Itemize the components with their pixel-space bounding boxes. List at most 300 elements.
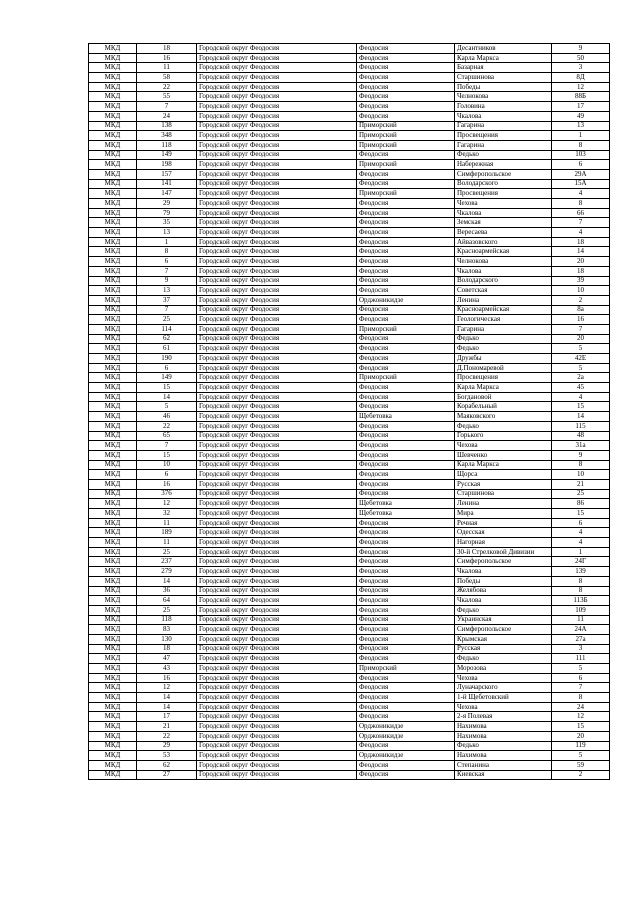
- locality-cell: Феодосия: [357, 644, 455, 654]
- number-cell: 15: [137, 450, 197, 460]
- house-cell: 6: [552, 160, 610, 170]
- house-cell: 18: [552, 237, 610, 247]
- type-cell: МКД: [89, 760, 137, 770]
- type-cell: МКД: [89, 441, 137, 451]
- district-cell: Городской округ Феодосия: [197, 208, 357, 218]
- house-cell: 15: [552, 402, 610, 412]
- type-cell: МКД: [89, 266, 137, 276]
- district-cell: Городской округ Феодосия: [197, 82, 357, 92]
- district-cell: Городской округ Феодосия: [197, 450, 357, 460]
- number-cell: 157: [137, 169, 197, 179]
- house-cell: 9: [552, 450, 610, 460]
- locality-cell: Феодосия: [357, 489, 455, 499]
- table-row: [89, 295, 610, 305]
- locality-cell: Феодосия: [357, 431, 455, 441]
- table-row: [89, 189, 610, 199]
- number-cell: 237: [137, 557, 197, 567]
- district-cell: Городской округ Феодосия: [197, 199, 357, 209]
- type-cell: МКД: [89, 92, 137, 102]
- house-cell: 113Б: [552, 596, 610, 606]
- number-cell: 279: [137, 567, 197, 577]
- house-cell: 15: [552, 509, 610, 519]
- table-row: [89, 266, 610, 276]
- district-cell: Городской округ Феодосия: [197, 460, 357, 470]
- district-cell: Городской округ Феодосия: [197, 760, 357, 770]
- table-row: [89, 741, 610, 751]
- house-cell: 15А: [552, 179, 610, 189]
- number-cell: 1: [137, 237, 197, 247]
- locality-cell: Феодосия: [357, 63, 455, 73]
- table-row: [89, 354, 610, 364]
- district-cell: Городской округ Феодосия: [197, 383, 357, 393]
- table-row: [89, 276, 610, 286]
- street-cell: Гагарина: [455, 140, 552, 150]
- type-cell: МКД: [89, 421, 137, 431]
- house-cell: 20: [552, 257, 610, 267]
- house-cell: 5: [552, 664, 610, 674]
- street-cell: Федько: [455, 741, 552, 751]
- type-cell: МКД: [89, 228, 137, 238]
- house-cell: 10: [552, 470, 610, 480]
- table-row: [89, 596, 610, 606]
- house-cell: 14: [552, 412, 610, 422]
- type-cell: МКД: [89, 557, 137, 567]
- number-cell: 58: [137, 73, 197, 83]
- number-cell: 65: [137, 431, 197, 441]
- table-row: [89, 615, 610, 625]
- number-cell: 15: [137, 383, 197, 393]
- housing-registry-table: [88, 43, 610, 780]
- house-cell: 18: [552, 266, 610, 276]
- table-row: [89, 644, 610, 654]
- street-cell: Желябова: [455, 586, 552, 596]
- street-cell: Чкалова: [455, 111, 552, 121]
- district-cell: Городской округ Феодосия: [197, 615, 357, 625]
- locality-cell: Феодосия: [357, 363, 455, 373]
- type-cell: МКД: [89, 702, 137, 712]
- type-cell: МКД: [89, 383, 137, 393]
- table-row: [89, 751, 610, 761]
- number-cell: 149: [137, 150, 197, 160]
- locality-cell: Феодосия: [357, 634, 455, 644]
- street-cell: Чехова: [455, 673, 552, 683]
- street-cell: Речная: [455, 518, 552, 528]
- house-cell: 10: [552, 286, 610, 296]
- table-row: [89, 654, 610, 664]
- street-cell: Богдановой: [455, 392, 552, 402]
- house-cell: 1: [552, 131, 610, 141]
- type-cell: МКД: [89, 751, 137, 761]
- locality-cell: Феодосия: [357, 470, 455, 480]
- district-cell: Городской округ Феодосия: [197, 518, 357, 528]
- house-cell: 109: [552, 605, 610, 615]
- district-cell: Городской округ Феодосия: [197, 664, 357, 674]
- house-cell: 45: [552, 383, 610, 393]
- locality-cell: Феодосия: [357, 770, 455, 780]
- locality-cell: Феодосия: [357, 605, 455, 615]
- type-cell: МКД: [89, 470, 137, 480]
- type-cell: МКД: [89, 673, 137, 683]
- district-cell: Городской округ Феодосия: [197, 470, 357, 480]
- table-row: [89, 479, 610, 489]
- table-row: [89, 712, 610, 722]
- table-row: [89, 460, 610, 470]
- locality-cell: Феодосия: [357, 334, 455, 344]
- locality-cell: Феодосия: [357, 354, 455, 364]
- type-cell: МКД: [89, 160, 137, 170]
- number-cell: 46: [137, 412, 197, 422]
- house-cell: 16: [552, 315, 610, 325]
- district-cell: Городской округ Феодосия: [197, 150, 357, 160]
- number-cell: 18: [137, 644, 197, 654]
- street-cell: Красноармейская: [455, 305, 552, 315]
- type-cell: МКД: [89, 547, 137, 557]
- table-row: [89, 770, 610, 780]
- street-cell: Геологическая: [455, 315, 552, 325]
- street-cell: Корабельный: [455, 402, 552, 412]
- locality-cell: Феодосия: [357, 702, 455, 712]
- locality-cell: Феодосия: [357, 383, 455, 393]
- house-cell: 4: [552, 528, 610, 538]
- district-cell: Городской округ Феодосия: [197, 73, 357, 83]
- table-row: [89, 441, 610, 451]
- number-cell: 7: [137, 266, 197, 276]
- table-row: [89, 470, 610, 480]
- type-cell: МКД: [89, 450, 137, 460]
- type-cell: МКД: [89, 44, 137, 54]
- street-cell: Русская: [455, 479, 552, 489]
- district-cell: Городской округ Феодосия: [197, 363, 357, 373]
- district-cell: Городской округ Феодосия: [197, 702, 357, 712]
- locality-cell: Феодосия: [357, 518, 455, 528]
- number-cell: 6: [137, 257, 197, 267]
- type-cell: МКД: [89, 479, 137, 489]
- house-cell: 5: [552, 344, 610, 354]
- table-row: [89, 121, 610, 131]
- table-row: [89, 412, 610, 422]
- locality-cell: Феодосия: [357, 402, 455, 412]
- locality-cell: Феодосия: [357, 286, 455, 296]
- district-cell: Городской округ Феодосия: [197, 131, 357, 141]
- street-cell: Карла Маркса: [455, 383, 552, 393]
- table-row: [89, 111, 610, 121]
- street-cell: Федько: [455, 605, 552, 615]
- house-cell: 31а: [552, 441, 610, 451]
- locality-cell: Феодосия: [357, 276, 455, 286]
- house-cell: 3: [552, 63, 610, 73]
- district-cell: Городской округ Феодосия: [197, 169, 357, 179]
- district-cell: Городской округ Феодосия: [197, 693, 357, 703]
- house-cell: 21: [552, 479, 610, 489]
- number-cell: 9: [137, 276, 197, 286]
- locality-cell: Орджоникидзе: [357, 731, 455, 741]
- type-cell: МКД: [89, 693, 137, 703]
- table-row: [89, 760, 610, 770]
- district-cell: Городской округ Феодосия: [197, 121, 357, 131]
- type-cell: МКД: [89, 140, 137, 150]
- number-cell: 27: [137, 770, 197, 780]
- table-row: [89, 315, 610, 325]
- type-cell: МКД: [89, 586, 137, 596]
- district-cell: Городской округ Феодосия: [197, 286, 357, 296]
- house-cell: 24Г: [552, 557, 610, 567]
- district-cell: Городской округ Феодосия: [197, 576, 357, 586]
- locality-cell: Приморский: [357, 121, 455, 131]
- locality-cell: Феодосия: [357, 305, 455, 315]
- type-cell: МКД: [89, 102, 137, 112]
- street-cell: Горького: [455, 431, 552, 441]
- house-cell: 59: [552, 760, 610, 770]
- number-cell: 114: [137, 324, 197, 334]
- table-row: [89, 528, 610, 538]
- table-row: [89, 324, 610, 334]
- table-row: [89, 44, 610, 54]
- number-cell: 14: [137, 392, 197, 402]
- locality-cell: Феодосия: [357, 92, 455, 102]
- street-cell: 1-й Щебетовский: [455, 693, 552, 703]
- district-cell: Городской округ Феодосия: [197, 160, 357, 170]
- locality-cell: Феодосия: [357, 760, 455, 770]
- house-cell: 4: [552, 189, 610, 199]
- district-cell: Городской округ Феодосия: [197, 421, 357, 431]
- locality-cell: Феодосия: [357, 266, 455, 276]
- table-row: [89, 538, 610, 548]
- number-cell: 64: [137, 596, 197, 606]
- table-row: [89, 305, 610, 315]
- type-cell: МКД: [89, 392, 137, 402]
- table-row: [89, 199, 610, 209]
- district-cell: Городской округ Феодосия: [197, 683, 357, 693]
- district-cell: Городской округ Феодосия: [197, 654, 357, 664]
- table-row: [89, 102, 610, 112]
- type-cell: МКД: [89, 73, 137, 83]
- district-cell: Городской округ Феодосия: [197, 547, 357, 557]
- number-cell: 138: [137, 121, 197, 131]
- locality-cell: Феодосия: [357, 421, 455, 431]
- number-cell: 376: [137, 489, 197, 499]
- number-cell: 141: [137, 179, 197, 189]
- street-cell: Гагарина: [455, 121, 552, 131]
- locality-cell: Феодосия: [357, 44, 455, 54]
- street-cell: Чкалова: [455, 266, 552, 276]
- house-cell: 12: [552, 712, 610, 722]
- district-cell: Городской округ Феодосия: [197, 218, 357, 228]
- type-cell: МКД: [89, 199, 137, 209]
- locality-cell: Феодосия: [357, 615, 455, 625]
- district-cell: Городской округ Феодосия: [197, 567, 357, 577]
- number-cell: 22: [137, 731, 197, 741]
- type-cell: МКД: [89, 218, 137, 228]
- house-cell: 2а: [552, 373, 610, 383]
- type-cell: МКД: [89, 111, 137, 121]
- house-cell: 29А: [552, 169, 610, 179]
- table-row: [89, 450, 610, 460]
- street-cell: Федько: [455, 654, 552, 664]
- street-cell: Симферопольское: [455, 169, 552, 179]
- house-cell: 5: [552, 751, 610, 761]
- street-cell: Киевская: [455, 770, 552, 780]
- house-cell: 2: [552, 295, 610, 305]
- number-cell: 24: [137, 111, 197, 121]
- house-cell: 8: [552, 140, 610, 150]
- house-cell: 103: [552, 150, 610, 160]
- district-cell: Городской округ Феодосия: [197, 179, 357, 189]
- type-cell: МКД: [89, 644, 137, 654]
- table-row: [89, 518, 610, 528]
- locality-cell: Щебетовка: [357, 412, 455, 422]
- house-cell: 13: [552, 121, 610, 131]
- street-cell: Десантников: [455, 44, 552, 54]
- street-cell: Луначарского: [455, 683, 552, 693]
- district-cell: Городской округ Феодосия: [197, 305, 357, 315]
- street-cell: Федько: [455, 344, 552, 354]
- table-row: [89, 334, 610, 344]
- number-cell: 198: [137, 160, 197, 170]
- number-cell: 5: [137, 402, 197, 412]
- district-cell: Городской округ Феодосия: [197, 605, 357, 615]
- street-cell: Мира: [455, 509, 552, 519]
- table-row: [89, 557, 610, 567]
- table-row: [89, 702, 610, 712]
- table-row: [89, 499, 610, 509]
- table-row: [89, 169, 610, 179]
- number-cell: 7: [137, 102, 197, 112]
- locality-cell: Орджоникидзе: [357, 295, 455, 305]
- number-cell: 35: [137, 218, 197, 228]
- house-cell: 88Б: [552, 92, 610, 102]
- type-cell: МКД: [89, 664, 137, 674]
- district-cell: Городской округ Феодосия: [197, 189, 357, 199]
- number-cell: 16: [137, 673, 197, 683]
- locality-cell: Феодосия: [357, 179, 455, 189]
- street-cell: Земская: [455, 218, 552, 228]
- table-row: [89, 683, 610, 693]
- district-cell: Городской округ Феодосия: [197, 344, 357, 354]
- district-cell: Городской округ Феодосия: [197, 92, 357, 102]
- number-cell: 62: [137, 760, 197, 770]
- street-cell: Советская: [455, 286, 552, 296]
- street-cell: 2-я Полевая: [455, 712, 552, 722]
- table-row: [89, 160, 610, 170]
- type-cell: МКД: [89, 625, 137, 635]
- locality-cell: Феодосия: [357, 741, 455, 751]
- house-cell: 86: [552, 499, 610, 509]
- locality-cell: Приморский: [357, 140, 455, 150]
- street-cell: Нахимова: [455, 731, 552, 741]
- table-row: [89, 392, 610, 402]
- number-cell: 190: [137, 354, 197, 364]
- table-row: [89, 228, 610, 238]
- number-cell: 16: [137, 53, 197, 63]
- type-cell: МКД: [89, 150, 137, 160]
- locality-cell: Феодосия: [357, 53, 455, 63]
- type-cell: МКД: [89, 489, 137, 499]
- house-cell: 1: [552, 547, 610, 557]
- district-cell: Городской округ Феодосия: [197, 509, 357, 519]
- house-cell: 8: [552, 693, 610, 703]
- district-cell: Городской округ Феодосия: [197, 644, 357, 654]
- table-row: [89, 576, 610, 586]
- table-row: [89, 509, 610, 519]
- district-cell: Городской округ Феодосия: [197, 731, 357, 741]
- district-cell: Городской округ Феодосия: [197, 412, 357, 422]
- table-row: [89, 421, 610, 431]
- house-cell: 139: [552, 567, 610, 577]
- type-cell: МКД: [89, 654, 137, 664]
- number-cell: 130: [137, 634, 197, 644]
- house-cell: 115: [552, 421, 610, 431]
- number-cell: 61: [137, 344, 197, 354]
- number-cell: 11: [137, 518, 197, 528]
- locality-cell: Феодосия: [357, 392, 455, 402]
- house-cell: 20: [552, 731, 610, 741]
- district-cell: Городской округ Феодосия: [197, 712, 357, 722]
- type-cell: МКД: [89, 295, 137, 305]
- locality-cell: Феодосия: [357, 257, 455, 267]
- house-cell: 24А: [552, 625, 610, 635]
- street-cell: Симферопольское: [455, 557, 552, 567]
- type-cell: МКД: [89, 373, 137, 383]
- table-row: [89, 625, 610, 635]
- street-cell: Крымская: [455, 634, 552, 644]
- house-cell: 24: [552, 702, 610, 712]
- table-row: [89, 257, 610, 267]
- number-cell: 6: [137, 363, 197, 373]
- district-cell: Городской округ Феодосия: [197, 625, 357, 635]
- house-cell: 27а: [552, 634, 610, 644]
- district-cell: Городской округ Феодосия: [197, 538, 357, 548]
- number-cell: 14: [137, 693, 197, 703]
- number-cell: 36: [137, 586, 197, 596]
- type-cell: МКД: [89, 247, 137, 257]
- type-cell: МКД: [89, 596, 137, 606]
- locality-cell: Орджоникидзе: [357, 722, 455, 732]
- street-cell: Победы: [455, 82, 552, 92]
- locality-cell: Феодосия: [357, 712, 455, 722]
- district-cell: Городской округ Феодосия: [197, 479, 357, 489]
- number-cell: 21: [137, 722, 197, 732]
- house-cell: 7: [552, 324, 610, 334]
- street-cell: Володарского: [455, 179, 552, 189]
- number-cell: 37: [137, 295, 197, 305]
- district-cell: Городской округ Феодосия: [197, 102, 357, 112]
- number-cell: 189: [137, 528, 197, 538]
- house-cell: 8Д: [552, 73, 610, 83]
- table-row: [89, 605, 610, 615]
- locality-cell: Феодосия: [357, 547, 455, 557]
- locality-cell: Приморский: [357, 160, 455, 170]
- locality-cell: Феодосия: [357, 586, 455, 596]
- table-body: [89, 44, 610, 780]
- number-cell: 11: [137, 63, 197, 73]
- street-cell: Челнокова: [455, 257, 552, 267]
- house-cell: 119: [552, 741, 610, 751]
- house-cell: 49: [552, 111, 610, 121]
- district-cell: Городской округ Феодосия: [197, 295, 357, 305]
- table-row: [89, 634, 610, 644]
- type-cell: МКД: [89, 53, 137, 63]
- street-cell: Нахимова: [455, 722, 552, 732]
- district-cell: Городской округ Феодосия: [197, 334, 357, 344]
- number-cell: 17: [137, 712, 197, 722]
- street-cell: Симферопольское: [455, 625, 552, 635]
- district-cell: Городской округ Феодосия: [197, 673, 357, 683]
- house-cell: 20: [552, 334, 610, 344]
- locality-cell: Щебетовка: [357, 509, 455, 519]
- house-cell: 25: [552, 489, 610, 499]
- street-cell: Степанина: [455, 760, 552, 770]
- number-cell: 13: [137, 228, 197, 238]
